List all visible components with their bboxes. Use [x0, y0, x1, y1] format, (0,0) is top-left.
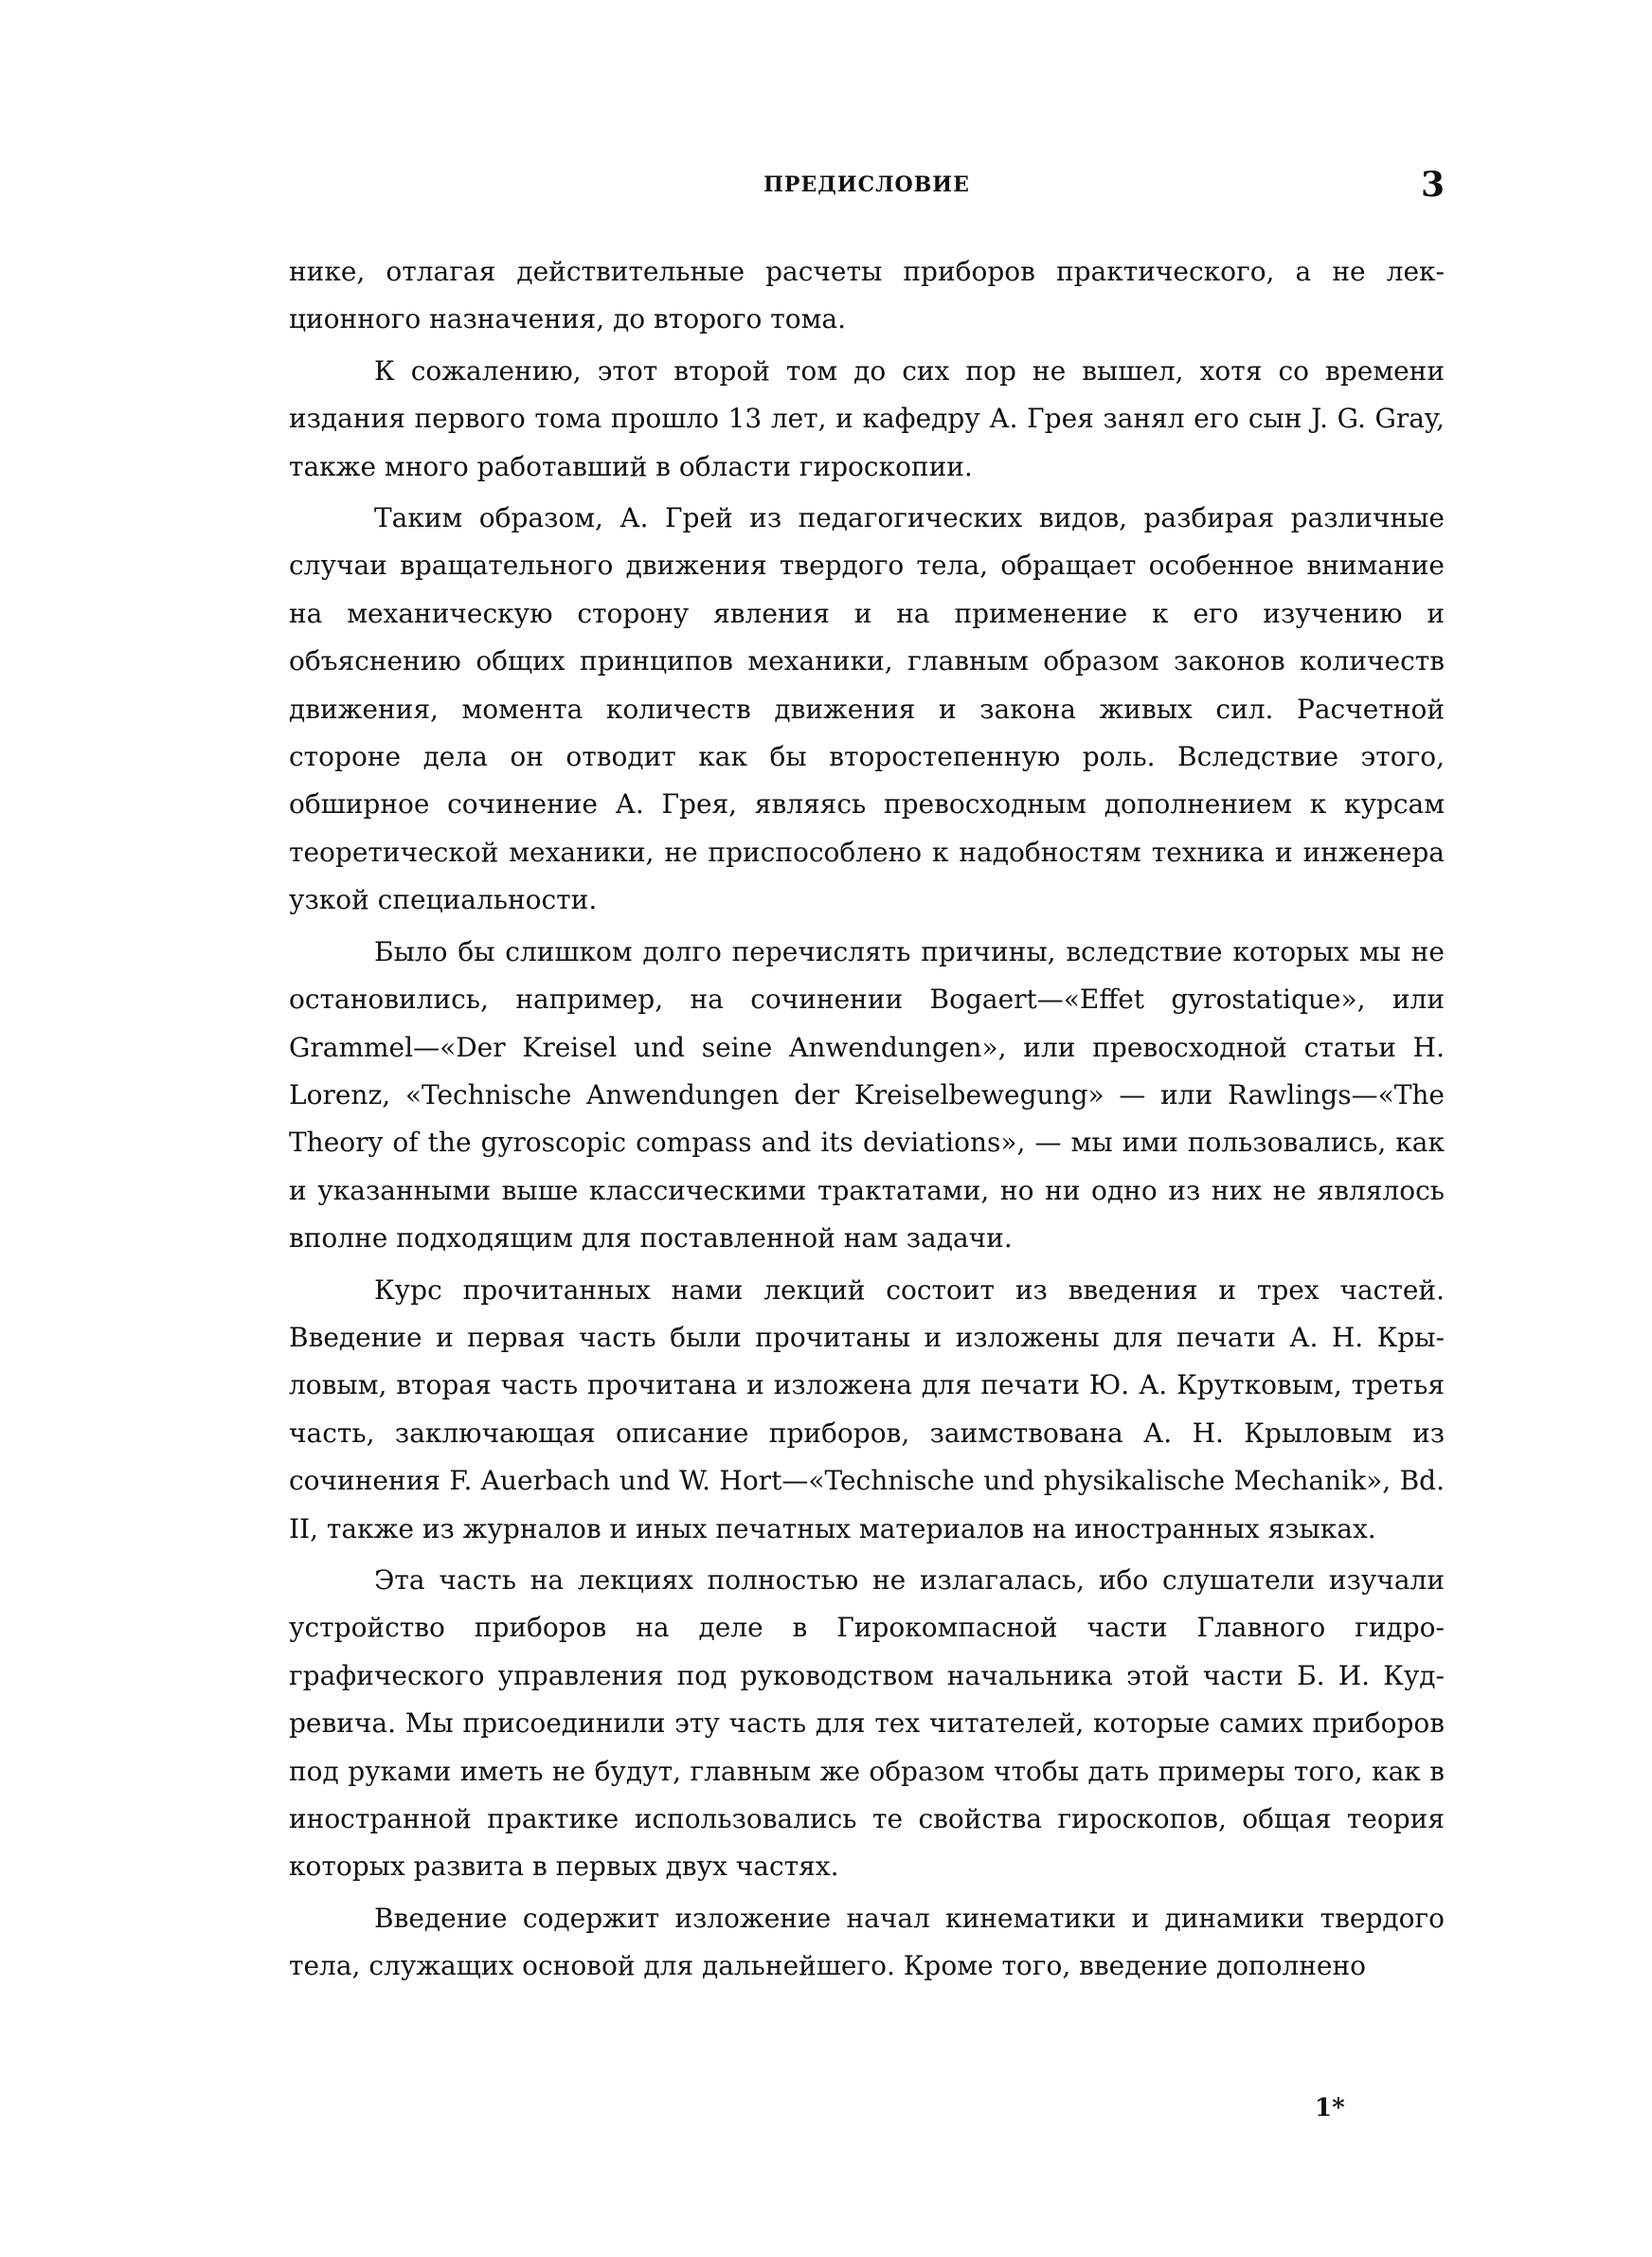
paragraph: Эта часть на лекциях полностью не излагалась, ибо слушатели изучали устройство приборов на деле в Гирокомпасной части Главного гидрографического управления под руководством начальника этой части Б. И. Кудревича. Мы присоединили эту часть для тех читателей, которые самих приборов под руками иметь не будут, главным же образом чтобы дать примеры того, как в иностранной практике использовались те свойства гироскопов, общая теория которых развита в первых двух частях.: [289, 1563, 1445, 1883]
page-header: [289, 165, 1445, 210]
paragraph: К сожалению, этот второй том до сих пор не вышел, хотя со времени издания первого тома прошло 13 лет, и кафедру А. Грея занял его сын J. G. Gray, также много работавший в области гироскопии.: [289, 354, 1445, 482]
paragraph: Таким образом, А. Грей из педагогических видов, разбирая различные случаи вращательного движения твердого тела, обращает особенное внимание на механическую сторону явления и на применение к его изучению и объяснению общих принципов механики, главным образом законов количеств движения, момента количеств движения и закона живых сил. Расчетной стороне дела он отводит как бы второстепенную роль. Вследствие этого, обширное сочинение А. Грея, являясь превосходным дополнением к курсам теоретической механики, не приспособлено к надобностям техника и инженера узкой специальности.: [289, 502, 1445, 916]
body-text: [289, 248, 1445, 1991]
paragraph: нике, отлагая действительные расчеты приборов практического, а не лекционного назначения, до второго тома.: [289, 256, 1445, 335]
paragraph: Курс прочитанных нами лекций состоит из введения и трех частей. Введение и первая часть были прочитаны и изложены для печати А. Н. Крыловым, вторая часть прочитана и изложена для печати Ю. А. Крутковым, третья часть, заключающая описание приборов, заимствована А. Н. Крыловым из сочинения F. Auerbach und W. Hort—«Technische und physikalische Mechanik», Bd. II, также из журналов и иных печатных материалов на иностранных языках.: [289, 1273, 1445, 1544]
paragraph: Было бы слишком долго перечислять причины, вследствие которых мы не остановились, например, на сочинении Bogaert—«Effet gyrostatique», или Grammel—«Der Kreisel und seine Anwendungen», или превосходной статьи H. Lorenz, «Technische Anwendungen der Kreiselbewegung» — или Rawlings—«The Theory of the gyroscopic compass and its deviations», — мы ими пользовались, как и указанными выше классическими трактатами, но ни одно из них не являлось вполне подходящим для поставленной нам задачи.: [289, 935, 1445, 1255]
paragraph: Введение содержит изложение начал кинематики и динамики твердого тела, служащих основой для дальнейшего. Кроме того, введение дополнено: [289, 1902, 1445, 1982]
page-number: 3: [1420, 165, 1445, 205]
running-head: ПРЕДИСЛОВИЕ: [763, 172, 970, 197]
signature-mark: 1*: [1315, 2094, 1345, 2122]
